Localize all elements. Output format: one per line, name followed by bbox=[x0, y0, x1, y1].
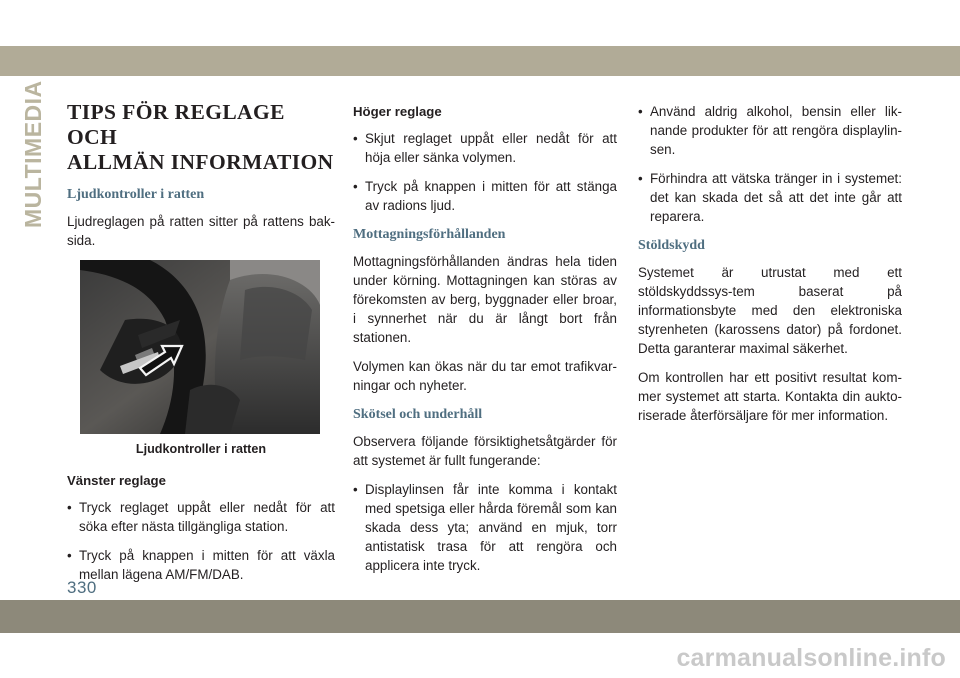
steering-wheel-photo bbox=[80, 260, 320, 434]
heading-reception: Mottagningsförhållanden bbox=[353, 227, 506, 242]
heading-audio-controls: Ljudkontroller i ratten bbox=[67, 187, 205, 202]
list-item: • Tryck på knappen i mitten för att stänga av radions ljud. bbox=[353, 177, 617, 215]
list-item: • Skjut reglaget uppåt eller nedåt för att höja eller sänka volymen. bbox=[353, 129, 617, 167]
photo-caption: Ljudkontroller i ratten bbox=[135, 442, 267, 456]
heading-care: Skötsel och underhåll bbox=[353, 407, 483, 422]
anti-theft-paragraph-2: Om kontrollen har ett positivt resultat kom-mer systemet att starta. Kontakta din aukto-riserade återförsäljare för mer information. bbox=[638, 370, 902, 423]
chapter-tab-label: MULTIMEDIA bbox=[20, 80, 46, 228]
column-2 bbox=[353, 102, 617, 585]
chapter-tab bbox=[18, 80, 52, 230]
audio-intro-text: Ljudreglagen på ratten sitter på rattens bak-sida. bbox=[67, 214, 335, 248]
column-1 bbox=[67, 100, 335, 594]
heading-left-controls: Vänster reglage bbox=[67, 473, 166, 488]
list-item: • Tryck på knappen i mitten för att växla mellan lägena AM/FM/DAB. bbox=[67, 546, 335, 584]
heading-anti-theft: Stöldskydd bbox=[638, 238, 705, 253]
anti-theft-paragraph-1: Systemet är utrustat med ett stöldskyddssys-tem baserat på informationsbyte med den elektroniska styrenheten (karossens dator) på fordonet. Detta garanterar maximal säkerhet. bbox=[638, 265, 902, 356]
care-intro-text: Observera följande försiktighetsåtgärder för att systemet är fullt fungerande: bbox=[353, 434, 617, 468]
watermark-text: carmanualsonline.info bbox=[676, 644, 946, 672]
page-title-line-2: ALLMÄN INFORMATION bbox=[67, 150, 334, 174]
list-item: • Tryck reglaget uppåt eller nedåt för att söka efter nästa tillgängliga station. bbox=[67, 498, 335, 536]
reception-paragraph-1: Mottagningsförhållanden ändras hela tiden under körning. Mottagningen kan störas av förekomsten av berg, byggnader eller broar, i synnerhet när du är långt bort från stationen. bbox=[353, 254, 617, 345]
page-number: 330 bbox=[67, 578, 97, 597]
column-3 bbox=[638, 102, 902, 435]
list-item: • Displaylinsen får inte komma i kontakt med spetsiga eller hårda föremål som kan skada dess yta; använd en mjuk, torr antistatisk trasa för att rengöra och applicera inte tryck. bbox=[353, 480, 617, 575]
list-item: • Använd aldrig alkohol, bensin eller lik-nande produkter för att rengöra displaylin-sen. bbox=[638, 102, 902, 159]
list-item: • Förhindra att vätska tränger in i systemet: det kan skada det så att det inte går att reparera. bbox=[638, 169, 902, 226]
page-title-line-1: TIPS FÖR REGLAGE OCH bbox=[67, 100, 285, 149]
header-band bbox=[0, 46, 960, 76]
footer-band bbox=[0, 600, 960, 633]
heading-right-controls: Höger reglage bbox=[353, 104, 442, 119]
page-title bbox=[67, 100, 335, 175]
reception-paragraph-2: Volymen kan ökas när du tar emot trafikvar-ningar och nyheter. bbox=[353, 359, 617, 393]
